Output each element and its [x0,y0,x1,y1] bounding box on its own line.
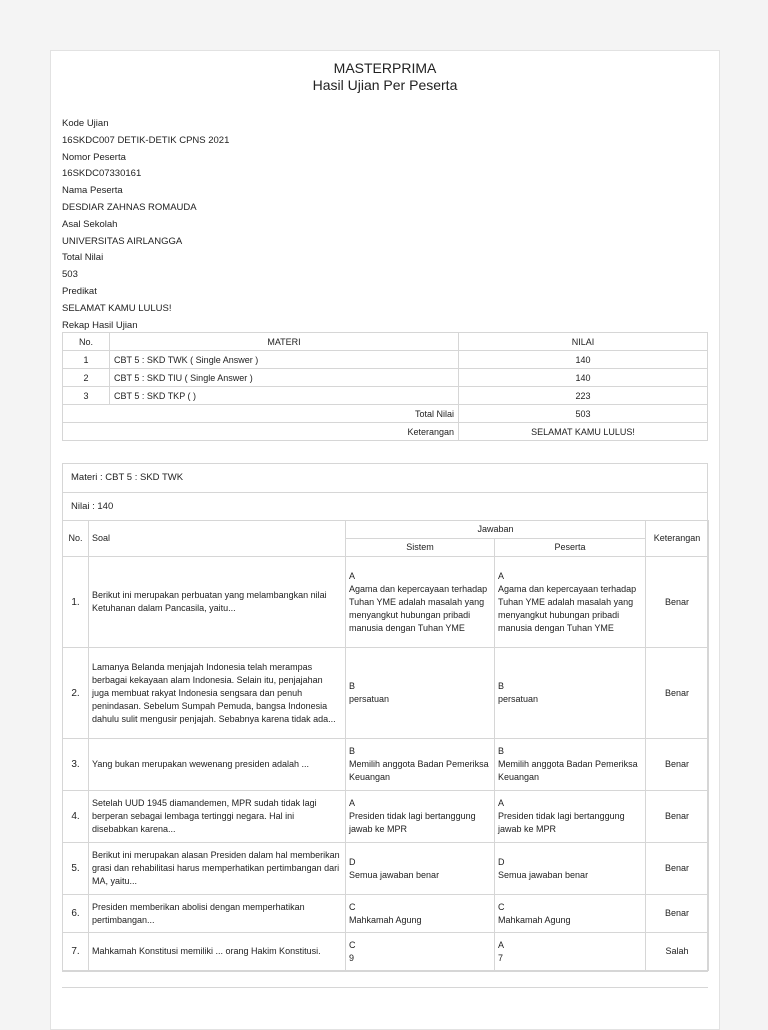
sistem-answer [346,739,495,791]
sistem-text: Presiden tidak lagi bertanggung jawab ke MPR [349,811,476,834]
col-sistem: Sistem [346,539,495,557]
sistem-answer [346,557,495,648]
table-row [63,648,709,739]
rekap-col-no: No. [63,333,110,351]
divider [63,492,707,493]
sistem-answer [346,895,495,933]
rekap-nilai: 140 [459,351,708,369]
rekap-header-row [63,333,708,351]
peserta-text: Mahkamah Agung [498,914,571,925]
keterangan-status: Benar [646,739,709,791]
peserta-key: B [498,746,505,756]
rekap-table [62,332,708,441]
rekap-total-row [63,405,708,423]
sistem-answer [346,648,495,739]
predikat-value: SELAMAT KAMU LULUS! [62,302,172,314]
sistem-key: B [349,681,356,691]
nama-peserta-value: DESDIAR ZAHNAS ROMAUDA [62,201,197,213]
participant-info [62,116,229,334]
peserta-answer [495,739,646,791]
rekap-no: 3 [63,387,110,405]
rekap-label: Rekap Hasil Ujian [62,319,138,331]
col-soal: Soal [89,521,346,557]
nomor-peserta-label: Nomor Peserta [62,151,126,163]
question-no: 5. [63,843,89,895]
sistem-text: 9 [349,952,355,963]
keterangan-status: Benar [646,895,709,933]
table-row [63,843,709,895]
materi-detail-panel [62,463,708,972]
table-row [63,369,708,387]
question-text: Lamanya Belanda menjajah Indonesia telah merampas berbagai kekayaan alam Indonesia. Selain itu, penjajahan juga membuat rakyat Indonesia sengsara dan penuh penindasan. Sebelum Sumpah Pemuda, bangsa Indonesia dahulu sulit mengusir penjajah. Sebabnya karena tidak ada... [89,648,346,739]
predikat-label: Predikat [62,285,97,297]
col-peserta: Peserta [495,539,646,557]
result-page [50,50,720,1030]
table-row [63,739,709,791]
question-no: 1. [63,557,89,648]
rekap-total-label: Total Nilai [63,405,459,423]
peserta-key: D [498,856,505,867]
peserta-answer [495,648,646,739]
sistem-text: Semua jawaban benar [349,869,440,880]
keterangan-status: Benar [646,557,709,648]
materi-title: Materi : CBT 5 : SKD TWK [71,472,184,483]
sistem-text: Agama dan kepercayaan terhadap Tuhan YME adalah masalah yang menyangkut hubungan pribadi manusia dengan Tuhan YME [349,583,488,633]
peserta-key: A [498,798,505,808]
rekap-col-materi: MATERI [110,333,459,351]
rekap-total-value: 503 [459,405,708,423]
peserta-answer [495,933,646,971]
peserta-key: C [498,901,505,912]
peserta-key: B [498,681,505,691]
rekap-no: 2 [63,369,110,387]
keterangan-status: Salah [646,933,709,971]
question-text: Berikut ini merupakan alasan Presiden dalam hal memberikan grasi dan rehabilitasi harus memperhatikan pertimbangan dari MA, yaitu... [89,843,346,895]
rekap-keterangan-row [63,423,708,441]
rekap-nilai: 140 [459,369,708,387]
question-no: 6. [63,895,89,933]
kode-ujian-label: Kode Ujian [62,118,109,129]
peserta-answer [495,791,646,843]
keterangan-status: Benar [646,648,709,739]
question-no: 4. [63,791,89,843]
col-keterangan: Keterangan [646,521,709,557]
sistem-answer [346,843,495,895]
total-nilai-value: 503 [62,269,78,281]
answer-table [62,520,709,971]
rekap-keterangan-value: SELAMAT KAMU LULUS! [459,423,708,441]
col-no: No. [63,521,89,557]
sistem-key: C [349,901,356,912]
rekap-materi: CBT 5 : SKD TIU ( Single Answer ) [110,369,459,387]
question-text: Yang bukan merupakan wewenang presiden adalah ... [89,739,346,791]
asal-sekolah-value: UNIVERSITAS AIRLANGGA [62,235,183,247]
keterangan-status: Benar [646,843,709,895]
peserta-answer [495,843,646,895]
table-row [63,895,709,933]
table-row [63,351,708,369]
question-text: Presiden memberikan abolisi dengan memperhatikan pertimbangan... [89,895,346,933]
kode-ujian-value: 16SKDC007 DETIK-DETIK CPNS 2021 [62,134,230,146]
sistem-key: C [349,939,356,950]
rekap-materi: CBT 5 : SKD TWK ( Single Answer ) [110,351,459,369]
sistem-answer [346,933,495,971]
sistem-key: B [349,746,356,756]
sistem-answer [346,791,495,843]
nomor-peserta-value: 16SKDC07330161 [62,168,142,180]
sistem-text: Memilih anggota Badan Pemeriksa Keuangan [349,759,489,782]
total-nilai-label: Total Nilai [62,252,104,264]
question-no: 2. [63,648,89,739]
rekap-no: 1 [63,351,110,369]
peserta-text: Memilih anggota Badan Pemeriksa Keuangan [498,759,638,782]
answer-header-row [63,521,709,539]
peserta-key: A [498,939,505,950]
table-row [63,791,709,843]
rekap-keterangan-label: Keterangan [63,423,459,441]
next-section-divider [62,987,708,988]
question-text: Mahkamah Konstitusi memiliki ... orang Hakim Konstitusi. [89,933,346,971]
peserta-answer [495,557,646,648]
sistem-text: Mahkamah Agung [349,914,422,925]
sistem-text: persatuan [349,694,390,704]
question-text: Berikut ini merupakan perbuatan yang melambangkan nilai Ketuhanan dalam Pancasila, yaitu... [89,557,346,648]
rekap-col-nilai: NILAI [459,333,708,351]
table-row [63,387,708,405]
peserta-text: Agama dan kepercayaan terhadap Tuhan YME adalah masalah yang menyangkut hubungan pribadi manusia dengan Tuhan YME [498,583,637,633]
question-no: 7. [63,933,89,971]
peserta-key: A [498,570,505,581]
col-jawaban: Jawaban [346,521,646,539]
page-title: MASTERPRIMA [333,60,437,76]
question-no: 3. [63,739,89,791]
asal-sekolah-label: Asal Sekolah [62,218,118,230]
peserta-text: Semua jawaban benar [498,869,589,880]
sistem-key: A [349,798,356,808]
peserta-text: 7 [498,952,504,963]
peserta-text: Presiden tidak lagi bertanggung jawab ke MPR [498,811,625,834]
nama-peserta-label: Nama Peserta [62,185,123,197]
rekap-materi: CBT 5 : SKD TKP ( ) [110,387,459,405]
sistem-key: A [349,570,356,581]
peserta-answer [495,895,646,933]
page-subtitle: Hasil Ujian Per Peserta [312,77,458,93]
keterangan-status: Benar [646,791,709,843]
materi-nilai: Nilai : 140 [71,501,114,512]
rekap-nilai: 223 [459,387,708,405]
sistem-key: D [349,856,356,867]
question-text: Setelah UUD 1945 diamandemen, MPR sudah tidak lagi berperan sebagai lembaga tertinggi negara. Hal ini disebabkan karena... [89,791,346,843]
table-row [63,557,709,648]
table-row [63,933,709,971]
peserta-text: persatuan [498,694,539,704]
